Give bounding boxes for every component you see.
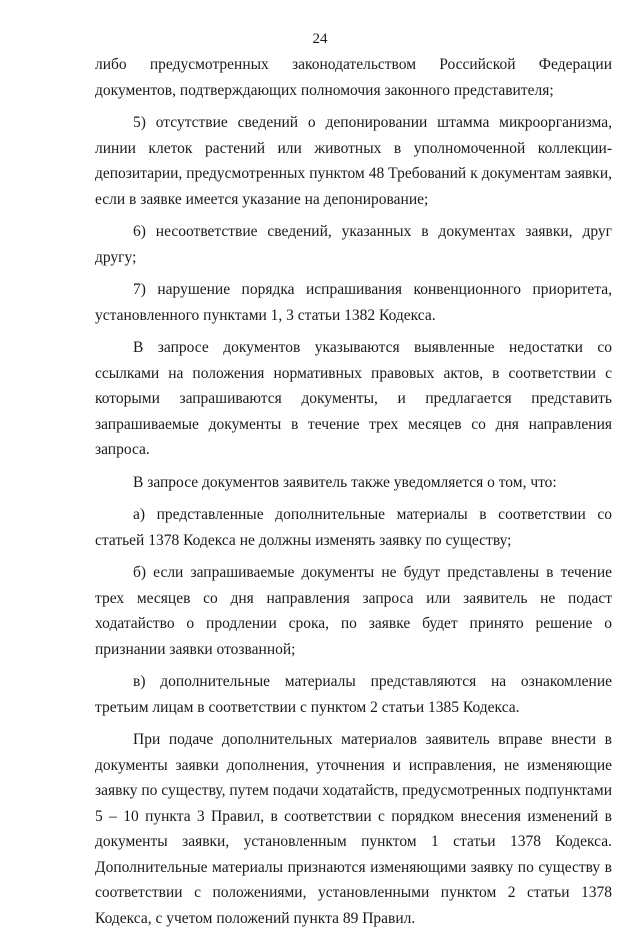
paragraph-notification-intro: В запросе документов заявитель также уведомляется о том, что:	[133, 473, 557, 491]
paragraph-item-7: 7) нарушение порядка испрашивания конвенционного приоритета, установленного пунктами 1, 3 статьи 1382 Кодекса.	[95, 281, 612, 324]
paragraph-item-v: в) дополнительные материалы представляются на ознакомление третьим лицам в соответствии с пунктом 2 статьи 1385 Кодекса.	[95, 673, 612, 716]
paragraph-item-a: а) представленные дополнительные материалы в соответствии со статьей 1378 Кодекса не должны изменять заявку по существу;	[95, 506, 612, 549]
document-body	[95, 52, 612, 931]
paragraph-request-deficiencies: В запросе документов указываются выявленные недостатки со ссылками на положения нормативных правовых актов, в соответствии с которыми запрашиваются документы, и предлагается представить запрашиваемые документы в течение трех месяцев со дня направления запроса.	[95, 339, 612, 458]
page-number: 24	[312, 31, 328, 47]
paragraph-item-b: б) если запрашиваемые документы не будут представлены в течение трех месяцев со дня направления запроса или заявитель не подаст ходатайство о продлении срока, по заявке будет принято решение о признании заявки отозванной;	[95, 564, 612, 658]
paragraph-continuation: либо предусмотренных законодательством Российской Федерации документов, подтверждающих полномочия законного представителя;	[95, 56, 612, 99]
paragraph-additional-materials: При подаче дополнительных материалов заявитель вправе внести в документы заявки дополнения, уточнения и исправления, не изменяющие заявку по существу, путем подачи ходатайств, предусмотренных подпунктами 5 – 10 пункта 3 Правил, в соответствии с порядком внесения изменений в документы заявки, установленным пунктом 1 статьи 1378 Кодекса. Дополнительные материалы признаются изменяющими заявку по существу в соответствии с положениями, установленными пунктом 2 статьи 1378 Кодекса, с учетом положений пункта 89 Правил.	[95, 731, 613, 927]
paragraph-item-6: 6) несоответствие сведений, указанных в документах заявки, друг другу;	[95, 223, 612, 266]
paragraph-item-5: 5) отсутствие сведений о депонировании штамма микроорганизма, линии клеток растений или животных в уполномоченной коллекции-депозитарии, предусмотренных пунктом 48 Требований к документам заявки, если в заявке имеется указание на депонирование;	[95, 114, 612, 208]
